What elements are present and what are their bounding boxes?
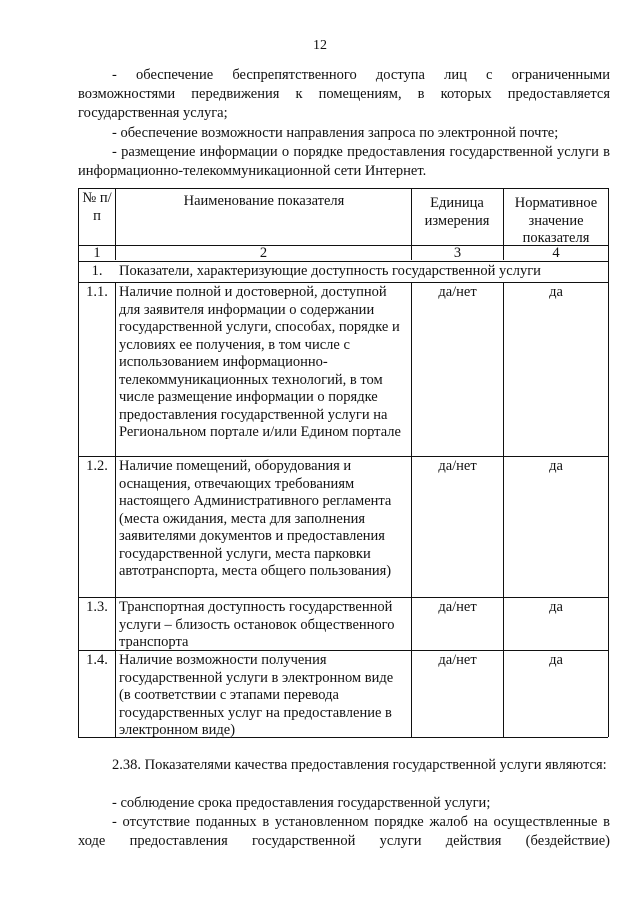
section-num: 1. [91,263,103,279]
page-number: 12 [313,38,327,53]
row-value: да [549,652,563,668]
table-divider [115,282,116,737]
row-num: 1.4. [86,652,108,668]
row-value: да [549,284,563,300]
row-value: да [549,599,563,615]
row-unit: да/нет [438,458,477,474]
header-value: Нормативное значение показателя [514,195,598,246]
col-number: 4 [552,245,560,261]
intro-item-internet: - размещение информации о порядке предоставления государственной услуги в информационно-телекоммуникационной сети Интернет. [78,144,610,179]
table-divider [78,456,608,457]
table-divider [78,597,608,598]
col-number: 3 [453,245,462,261]
intro-item-accessibility: - обеспечение беспрепятственного доступа лиц с ограниченными возможностями передвижения к помещениям, в которых предоставляется государственная услуга; [78,67,610,121]
row-unit: да/нет [438,652,477,668]
col-number: 1 [93,245,101,261]
row-name: Наличие возможности получения государственной услуги в электронном виде (в соответствии с этапами перевода государственных услуг на предоставление в электронном виде) [119,652,394,738]
row-num: 1.1. [86,284,108,300]
header-name: Наименование показателя [183,193,345,209]
row-name: Наличие полной и достоверной, доступной для заявителя информации о содержании государственной услуги, способах, порядке и условиях ее получения, в том числе с использованием информационно-телекоммуникационных технологий, в том числе размещение информации о порядке предоставления государственной услуги на Региональном портале и/или Едином портале [119,284,401,440]
intro-item-email: - обеспечение возможности направления запроса по электронной почте; [112,125,559,141]
table-border-top [78,188,608,189]
row-name: Наличие помещений, оборудования и оснащения, отвечающих требованиям настоящего Административного регламента (места ожидания, места для заполнения заявителями документов и предоставления государственной услуги, места парковки автотранспорта, места общего пользования) [119,458,392,579]
table-divider [78,282,608,283]
table-border-right [608,188,609,737]
row-num: 1.2. [86,458,108,474]
paragraph-2-38: 2.38. Показателями качества предоставления государственной услуги являются: [112,757,607,773]
row-num: 1.3. [86,599,108,615]
header-unit: Единица измерения [424,195,490,229]
quality-bullet-complaints: - отсутствие поданных в установленном порядке жалоб на осуществленные в ходе предоставления государственной услуги действия (бездействие) [78,814,610,849]
row-unit: да/нет [438,599,477,615]
row-unit: да/нет [438,284,477,300]
row-value: да [549,458,563,474]
header-num: № п/п [82,190,112,224]
col-number: 2 [259,245,268,261]
quality-bullet-deadline: - соблюдение срока предоставления государственной услуги; [112,795,491,811]
row-name: Транспортная доступность государственной услуги – близость остановок общественного транспорта [119,599,395,650]
section-title: Показатели, характеризующие доступность государственной услуги [119,263,541,279]
